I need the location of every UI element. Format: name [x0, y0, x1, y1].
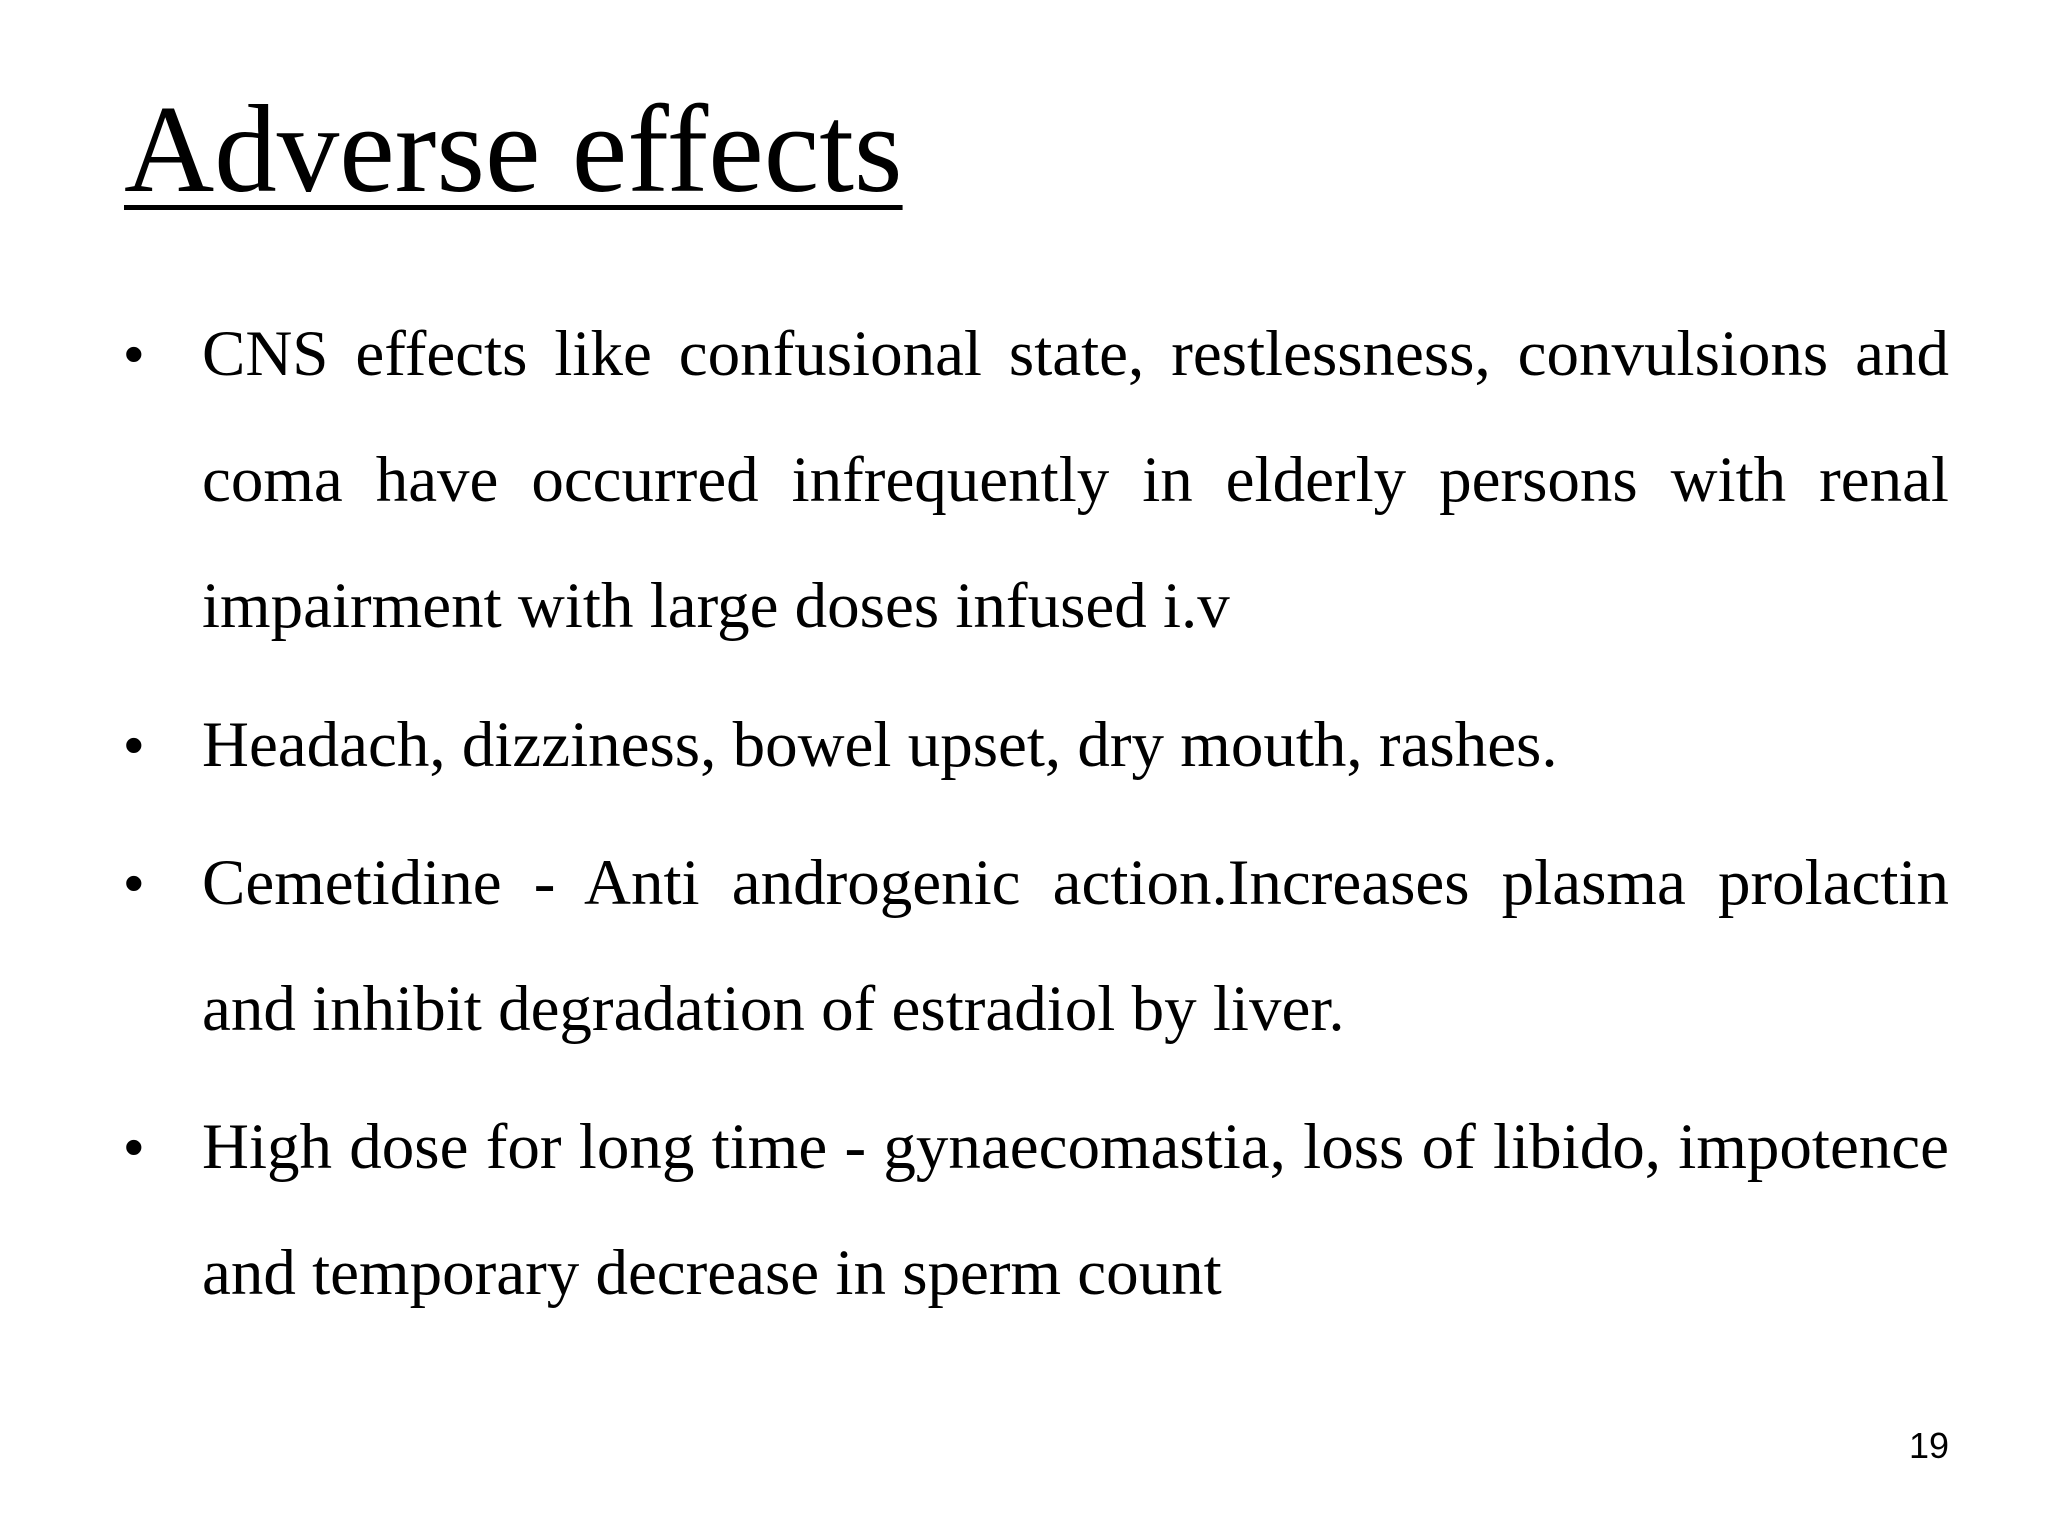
- slide-title: Adverse effects: [124, 81, 903, 219]
- bullet-text: High dose for long time - gynaecomastia, loss of libido, impotence and temporary decrease in sperm count: [202, 1111, 1949, 1309]
- bullet-item-common-effects: [124, 682, 1949, 808]
- bullet-text: Headach, dizziness, bowel upset, dry mouth, rashes.: [202, 709, 1558, 781]
- bullet-icon: •: [124, 322, 144, 385]
- bullet-item-high-dose: [124, 1084, 1949, 1336]
- bullet-text: Cemetidine - Anti androgenic action.Increases plasma prolactin and inhibit degradation of estradiol by liver.: [202, 847, 1949, 1045]
- bullet-icon: •: [124, 713, 144, 776]
- bullet-item-cemetidine: [124, 820, 1949, 1072]
- bullet-icon: •: [124, 1115, 144, 1178]
- bullet-icon: •: [124, 851, 144, 914]
- bullet-text: CNS effects like confusional state, restlessness, convulsions and coma have occurred infrequently in elderly persons with renal impairment with large doses infused i.v: [202, 318, 1949, 642]
- bullet-item-cns-effects: [124, 291, 1949, 669]
- page-number: 19: [1908, 1425, 1949, 1466]
